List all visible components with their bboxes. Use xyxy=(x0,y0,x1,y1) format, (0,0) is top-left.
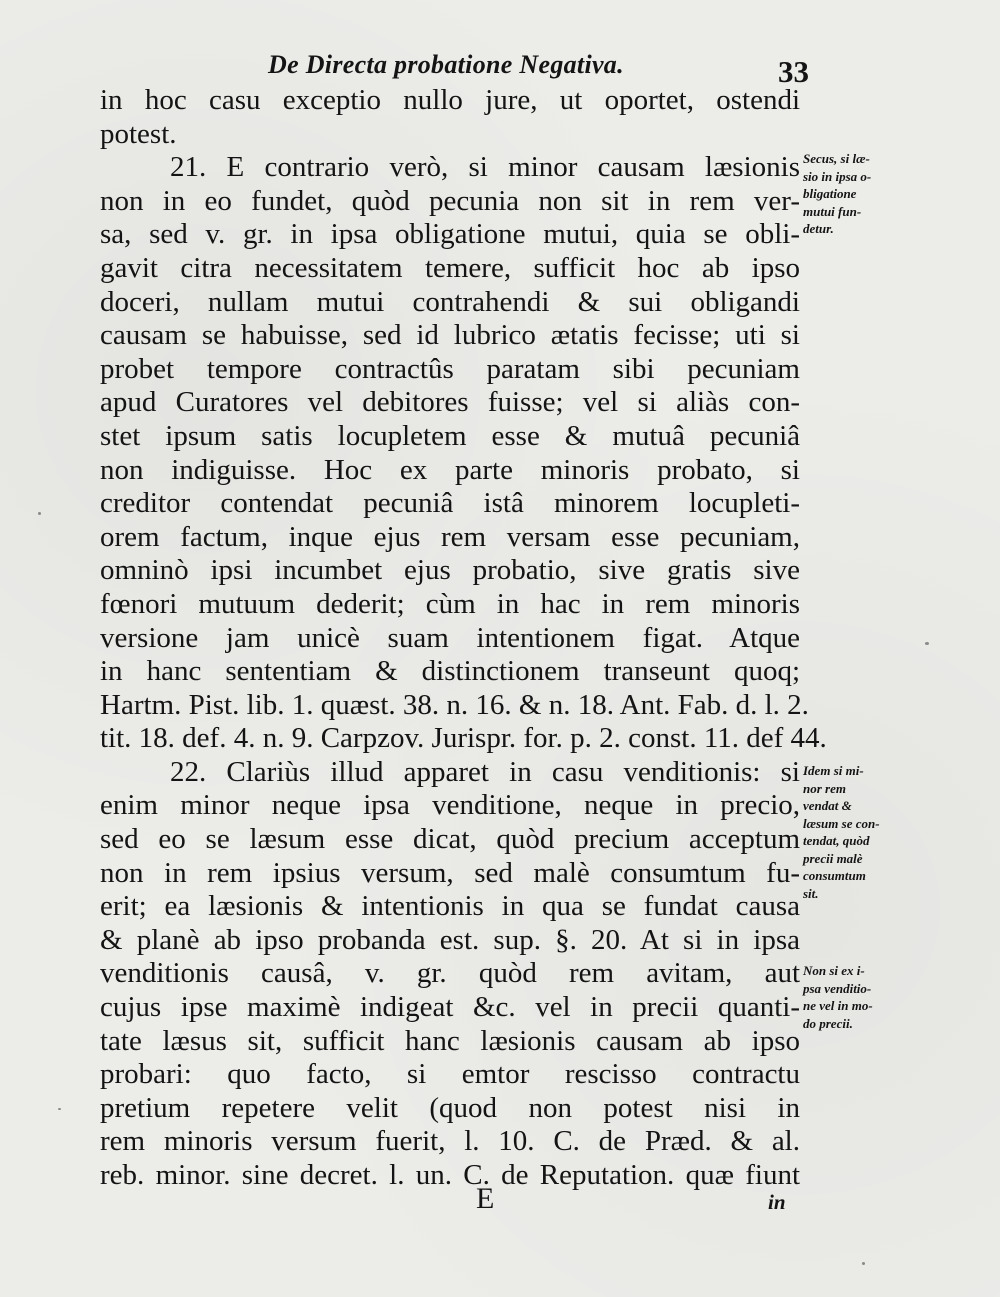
text-line: erit; ea læsionis & intentionis in qua se fundat causa xyxy=(100,890,800,923)
text-line: probari: quo facto, si emtor rescisso contractu xyxy=(100,1058,800,1091)
marginal-note-line: sit. xyxy=(803,885,819,901)
marginal-note-3 xyxy=(803,962,921,1032)
marginal-note-1 xyxy=(803,150,921,238)
text-line: 21. E contrario verò, si minor causam læsionis xyxy=(170,151,800,184)
marginal-note-line: bligatione xyxy=(803,186,857,201)
text-line: reb. minor. sine decret. l. un. C. de Reputation. quæ fiunt xyxy=(100,1159,800,1191)
text-line: tate læsus sit, sufficit hanc læsionis causam ab ipso xyxy=(100,1024,800,1057)
marginal-note-line: Non si ex i- xyxy=(803,963,865,978)
marginal-note-line: Secus, si læ- xyxy=(803,151,870,166)
paper-speck xyxy=(58,1108,61,1110)
text-line: stet ipsum satis locupletem esse & mutuâ pecuniâ xyxy=(100,419,800,452)
marginal-note-line: precii malè xyxy=(803,850,863,866)
text-line: in hanc sententiam & distinctionem transeunt quoq; xyxy=(100,655,800,688)
text-line: versione jam unicè suam intentionem figat. Atque xyxy=(100,621,800,654)
text-line: sed eo se læsum esse dicat, quòd precium acceptum xyxy=(100,823,800,856)
text-line: omninò ipsi incumbet ejus probatio, sive gratis sive xyxy=(100,554,800,587)
text-line: non in eo fundet, quòd pecunia non sit in rem ver- xyxy=(100,184,800,217)
text-line: cujus ipse maximè indigeat &c. vel in precii quanti- xyxy=(100,991,800,1024)
text-line: creditor contendat pecuniâ istâ minorem locupleti- xyxy=(100,487,800,520)
text-line: fœnori mutuum dederit; cùm in hac in rem minoris xyxy=(100,587,800,620)
marginal-note-line: psa venditio- xyxy=(803,980,872,996)
text-line: rem minoris versum fuerit, l. 10. C. de Præd. & al. xyxy=(100,1125,800,1158)
text-line: sa, sed v. gr. in ipsa obligatione mutui, quia se obli- xyxy=(100,218,800,251)
text-line: pretium repetere velit (quod non potest nisi in xyxy=(100,1091,800,1124)
text-line: non in rem ipsius versum, sed malè consumtum fu- xyxy=(100,856,800,889)
marginal-note-line: læsum se con- xyxy=(803,815,880,831)
marginal-note-line: consumtum xyxy=(803,868,866,883)
marginal-note-line: nor rem xyxy=(803,780,846,796)
paper-speck xyxy=(862,1262,865,1265)
text-line: orem factum, inque ejus rem versam esse pecuniam, xyxy=(100,520,800,553)
marginal-note-2 xyxy=(803,762,921,902)
page-number: 33 xyxy=(778,54,809,89)
text-line: in hoc casu exceptio nullo jure, ut oportet, ostendi xyxy=(100,84,800,116)
paper-speck xyxy=(38,512,41,515)
running-header-title: De Directa probatione Negativa. xyxy=(268,50,624,79)
catchword: in xyxy=(768,1190,786,1214)
text-line: Hartm. Pist. lib. 1. quæst. 38. n. 16. & n. 18. Ant. Fab. d. l. 2. xyxy=(100,688,809,721)
text-line: non indiguisse. Hoc ex parte minoris probato, si xyxy=(100,453,800,486)
text-line: potest. xyxy=(100,117,177,150)
text-line: venditionis causâ, v. gr. quòd rem avitam, aut xyxy=(100,957,800,990)
marginal-note-line: ne vel in mo- xyxy=(803,998,873,1013)
text-line: enim minor neque ipsa venditione, neque in precio, xyxy=(100,789,800,822)
text-line: gavit citra necessitatem temere, sufficit hoc ab ipso xyxy=(100,251,800,284)
text-line: tit. 18. def. 4. n. 9. Carpzov. Jurispr. for. p. 2. const. 11. def 44. xyxy=(100,722,827,755)
text-line: doceri, nullam mutui contrahendi & sui obligandi xyxy=(100,285,800,318)
marginal-note-line: detur. xyxy=(803,221,834,236)
signature-mark: E xyxy=(476,1182,495,1215)
marginal-note-line: Idem si mi- xyxy=(803,763,864,778)
paper-speck xyxy=(925,642,929,645)
marginal-note-line: mutui fun- xyxy=(803,203,862,219)
text-line: 22. Clariùs illud apparet in casu venditionis: si xyxy=(170,755,800,788)
marginal-note-line: tendat, quòd xyxy=(803,833,870,848)
marginal-note-line: do precii. xyxy=(803,1015,853,1031)
text-line: & planè ab ipso probanda est. sup. §. 20. At si in ipsa xyxy=(100,923,800,956)
text-line: probet tempore contractûs paratam sibi pecuniam xyxy=(100,352,800,385)
text-line: causam se habuisse, sed id lubrico ætatis fecisse; uti si xyxy=(100,319,800,352)
marginal-note-line: vendat & xyxy=(803,798,852,813)
text-line: apud Curatores vel debitores fuisse; vel si aliàs con- xyxy=(100,386,800,419)
marginal-note-line: sio in ipsa o- xyxy=(803,168,872,184)
